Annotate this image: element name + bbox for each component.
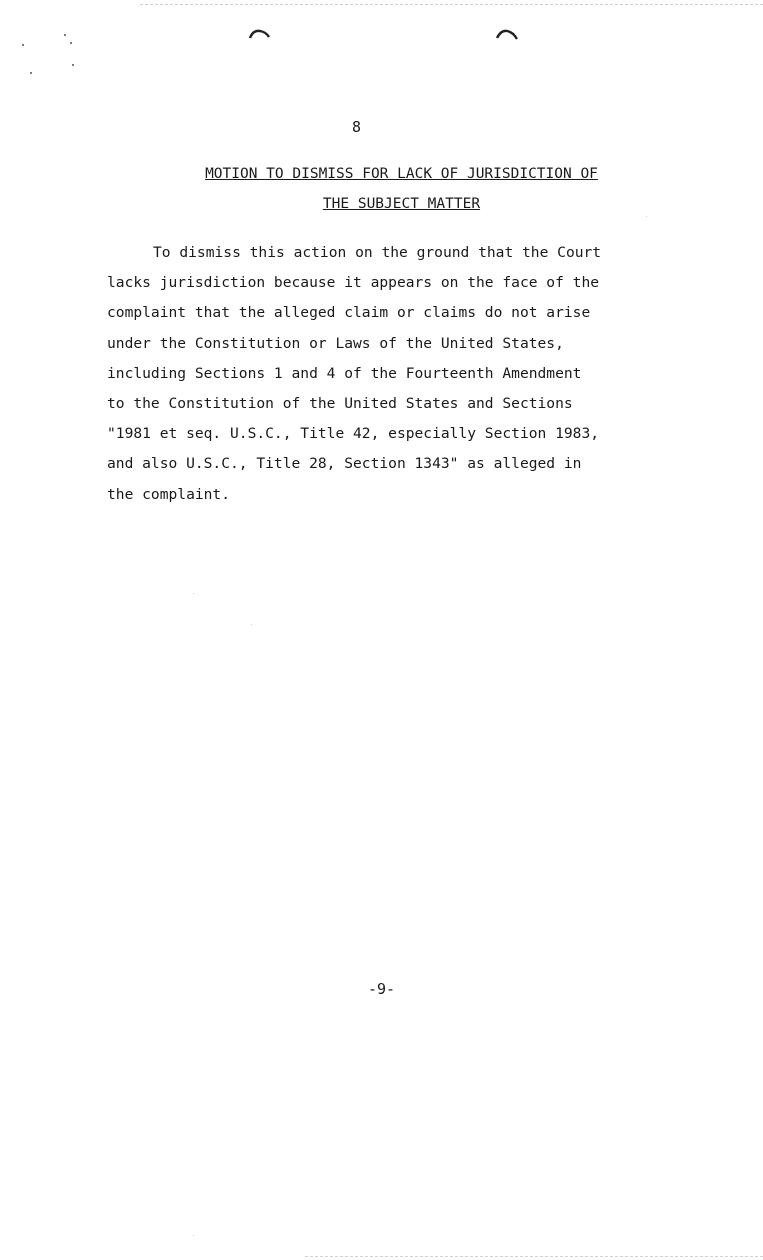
body-line: including Sections 1 and 4 of the Fourteenth Amendment [107, 364, 582, 382]
scan-speck [251, 624, 252, 625]
motion-heading-line-2: THE SUBJECT MATTER [322, 196, 481, 212]
scan-speck [193, 1235, 194, 1236]
motion-heading-line-1: MOTION TO DISMISS FOR LACK OF JURISDICTION OF [205, 166, 598, 182]
scan-speck [22, 44, 24, 46]
scan-speck [72, 64, 74, 66]
body-line: under the Constitution or Laws of the United States, [107, 334, 564, 352]
scan-edge-bottom [305, 1256, 763, 1257]
section-number: 8 [351, 118, 362, 136]
scan-speck [646, 216, 647, 217]
scan-speck [70, 42, 72, 44]
scan-speck [30, 72, 32, 74]
body-line: to the Constitution of the United States and Sections [107, 395, 573, 413]
binder-hole-mark-right [496, 28, 518, 40]
binder-hole-mark-left [248, 28, 270, 40]
page-number-footer: -9- [367, 980, 396, 998]
body-line: and also U.S.C., Title 28, Section 1343" as alleged in [107, 455, 582, 473]
body-line: complaint that the alleged claim or claims do not arise [107, 304, 591, 322]
scan-edge-top [140, 4, 763, 5]
body-line: the complaint. [107, 485, 231, 503]
body-line: "1981 et seq. U.S.C., Title 42, especially Section 1983, [107, 425, 600, 443]
scan-speck [64, 34, 66, 36]
motion-body-paragraph [107, 238, 627, 510]
scan-speck [193, 593, 194, 594]
body-line: lacks jurisdiction because it appears on the face of the [107, 274, 600, 292]
body-line: To dismiss this action on the ground that the Court [153, 244, 602, 261]
